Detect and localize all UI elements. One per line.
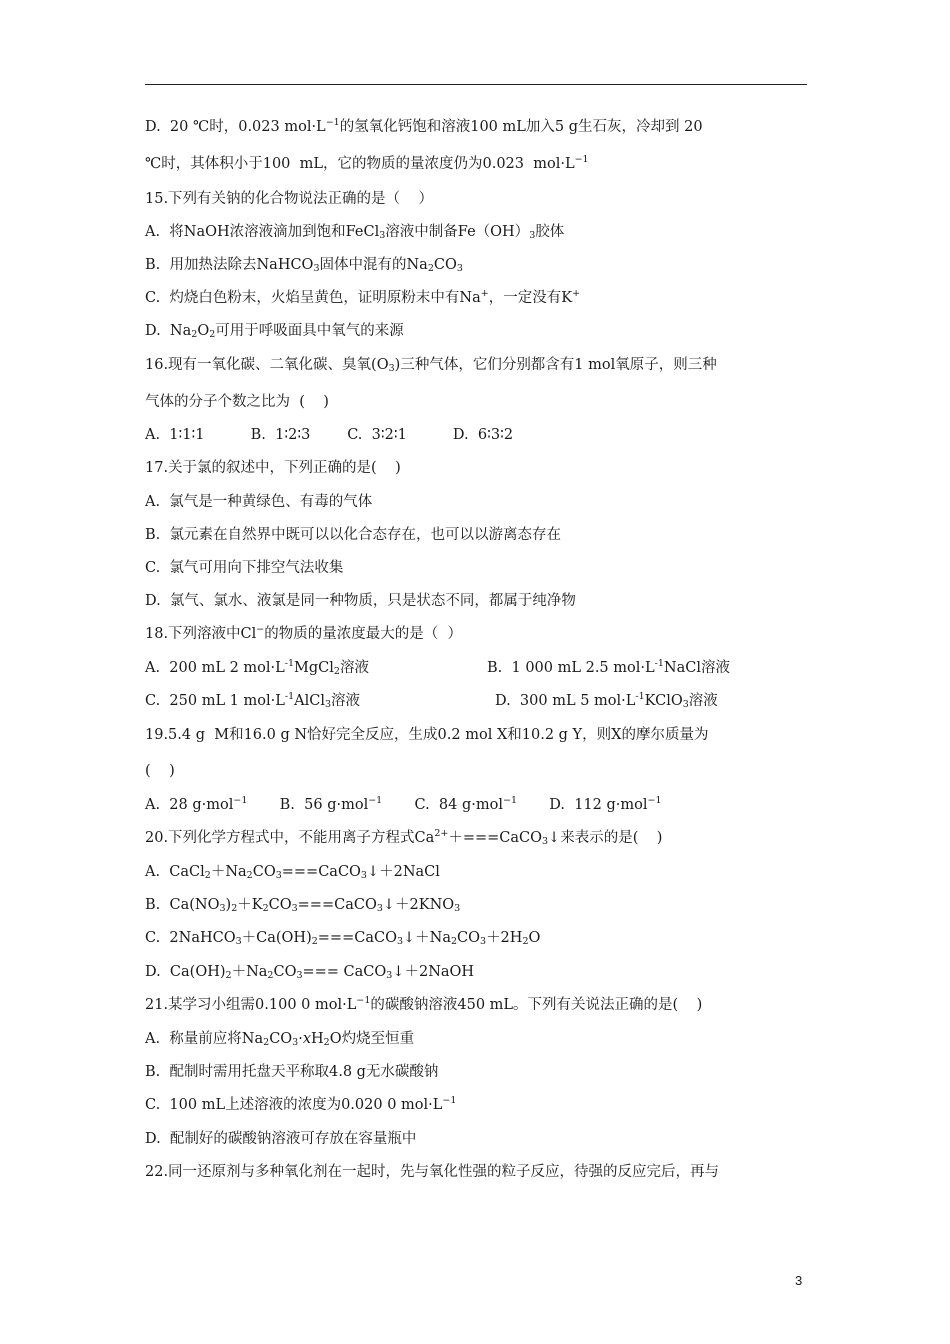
text-line: C. 灼烧白色粉末，火焰呈黄色，证明原粉末中有Na+，一定没有K+ — [145, 288, 581, 306]
text-line: D. 氯气、氯水、液氯是同一种物质，只是状态不同，都属于纯净物 — [145, 593, 576, 609]
text-line: C. 100 mL上述溶液的浓度为0.020 0 $mol\cdot L^{-1}$ — [145, 1095, 457, 1113]
text-line: D. 配制好的碳酸钠溶液可存放在容量瓶中 — [145, 1131, 417, 1147]
text-line: 气体的分子个数之比为 ( ) — [145, 394, 329, 410]
text-line: 15.下列有关钠的化合物说法正确的是（ ） — [145, 191, 433, 207]
text-line: ( ) — [145, 763, 175, 779]
text-line: 20.下列化学方程式中，不能用离子方程式$Ca^{2+}+===CaCO_3↓$来表示的是( ) — [145, 828, 663, 847]
text-line: A. 28 g·mol$^{-1}$ B. 56 g·mol$^{-1}$ C. 84 g·mol$^{-1}$ D. 112 g·mol$^{-1}$ — [145, 795, 662, 813]
text-line: 22.同一还原剂与多种氧化剂在一起时，先与氧化性强的粒子反应，待强的反应完后，再与 — [145, 1164, 720, 1180]
text-line: ℃时，其体积小于100 mL，它的物质的量浓度仍为0.023 $mol\cdot L^{-1}$ — [145, 154, 589, 172]
text-line: D. 20 ℃时，0.023 $mol\cdot L^{-1}$的氢氧化钙饱和溶液100 mL加入5 g生石灰，冷却到 20 — [145, 117, 703, 135]
text-line: 21.某学习小组需0.100 0 $mol\cdot L^{-1}$的碳酸钠溶液450 mL。下列有关说法正确的是( ) — [145, 995, 703, 1013]
text-line: 19.5.4 g M和16.0 g N恰好完全反应，生成0.2 mol X和10.2 g Y，则X的摩尔质量为 — [145, 727, 709, 743]
text-line: 16.现有一氧化碳、二氧化碳、臭氧$(O_3)$三种气体，它们分别都含有1 mol氧原子，则三种 — [145, 357, 717, 374]
text-line-right: B. 1 000 mL 2.5 $mol\cdot L^{-1}NaCl$溶液 — [487, 658, 730, 676]
text-line: D. $Na_2O_2$可用于呼吸面具中氧气的来源 — [145, 323, 404, 340]
text-line: C. $2NaHCO_3+Ca(OH)_2===CaCO_3↓+Na_2CO_3+2H_2O$ — [145, 930, 541, 947]
text-line: D. $Ca(OH)_2+Na_2CO_3===$ CaCO$_3$↓＋2NaOH — [145, 964, 475, 981]
page-number: 3 — [795, 1273, 803, 1288]
text-line: A. 200 mL 2 $mol\cdot L^{-1}MgCl_2$溶液 — [145, 658, 369, 677]
text-line: C. 250 mL 1 $mol\cdot L^{-1}AlCl_3$溶液 — [145, 691, 361, 710]
text-line: B. 用加热法除去NaHCO$_3$固体中混有的$Na_2CO_3$ — [145, 257, 463, 274]
text-line: 18.下列溶液中Cl−的物质的量浓度最大的是（ ） — [145, 624, 462, 642]
text-line: A. 氯气是一种黄绿色、有毒的气体 — [145, 494, 373, 510]
text-line: B. 氯元素在自然界中既可以以化合态存在，也可以以游离态存在 — [145, 527, 561, 543]
text-line: B. 配制时需用托盘天平称取4.8 g无水碳酸钠 — [145, 1064, 439, 1080]
text-line-right: D. 300 mL 5 $mol\cdot L^{-1}KClO_3$溶液 — [495, 691, 718, 710]
text-line: 17.关于氯的叙述中，下列正确的是( ) — [145, 460, 401, 476]
header-rule — [145, 84, 807, 85]
text-line: A. 称量前应将$Na_2CO_3\cdot xH_2O$灼烧至恒重 — [145, 1031, 415, 1048]
text-line: C. 氯气可用向下排空气法收集 — [145, 560, 344, 576]
text-line: B. $Ca(NO_3)_2+K_2CO_3===CaCO_3↓+2KNO_3$ — [145, 897, 461, 914]
text-line: A. 将NaOH浓溶液滴加到饱和FeCl$_3$溶液中制备$Fe(OH)_3$胶体 — [145, 224, 565, 241]
text-line: A. $CaCl_2+Na_2CO_3===CaCO_3↓+2NaCl$ — [145, 864, 440, 881]
text-line: A. 1∶1∶1 B. 1∶2∶3 C. 3∶2∶1 D. 6∶3∶2 — [145, 427, 514, 443]
